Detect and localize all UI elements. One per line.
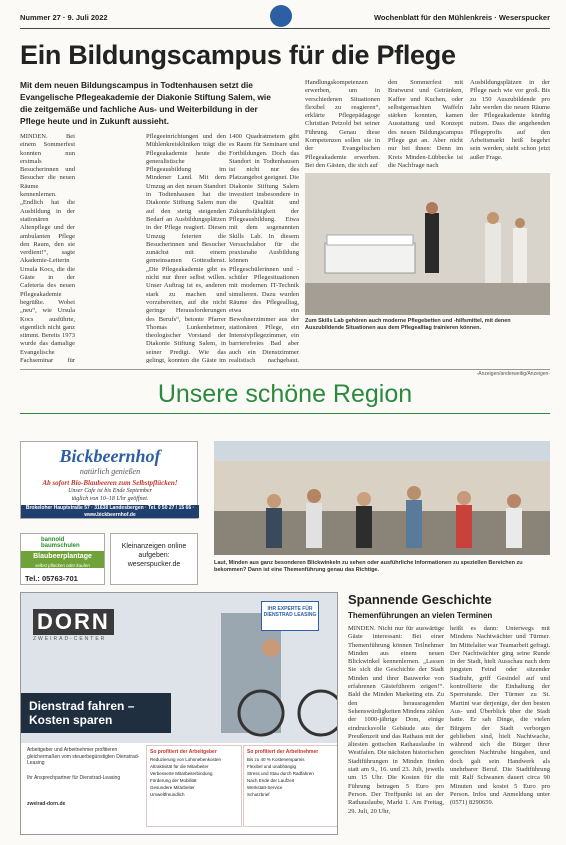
city-tour-photo	[214, 441, 550, 555]
list-item: Verbesserte Mitarbeiterbindung	[150, 771, 213, 776]
ad-brand: bannold baumschulen	[41, 537, 80, 549]
ad-badge: IHR EXPERTE FÜR DIENSTRAD LEASING	[261, 601, 319, 631]
section-title: Unsere schöne Region	[20, 380, 550, 414]
article-column-6: Ausbildungsplätzen in der Pflege nach wie vor groß. Bis zu 150 Auszubildende pro Jahr werden die neuen Räume der Pflegeakademie künftig nutzen. Dass die angehenden Pflegeprofis auf den Arbeitsmarkt heiß begehrt sein werden, steht schon jetzt außer Frage.	[470, 79, 550, 161]
ad-footer: Brokeloher Hauptstraße 57 · 31638 Landesbergen · Tel. 0 50 27 / 15 66 · www.bickbeernhof.de	[21, 505, 199, 518]
article-column-5: den Sommerfest mit Bratwurst und Getränken, Kaffee und Kuchen, oder selbstgemachten Waffeln stärken konnten, kamen Ausstattung und Konzept des neuen Bildungscampus Pflege gut an. Aber nicht nur bei ihnen: Denn im Kreis Minden-Lübbecke ist die Nachfrage nach	[388, 79, 463, 169]
ad-phone: Tel.: 05763-701	[25, 574, 78, 583]
ad-title: Blaubeerplantage	[21, 551, 104, 563]
list-item: Förderung der Mobilität	[150, 778, 197, 783]
publication-name: Wochenblatt für den Mühlenkreis · Weserspucker	[373, 13, 550, 22]
ad-hours: täglich von 10–18 Uhr geöffnet.	[71, 496, 149, 502]
article2-column-1: MINDEN. Nicht nur für auswärtige Gäste interessant: Bei einer Themenführung können Teilnehmer Minden aus einem neuen Blickwinkel kennenlernen. „Lassen Sie sich die Geschichte der Stadt Minden und ihrer Bauwerke von erfahrenen Gästeführern zeigen!“. Bald die Minden Marketing ein. Zu den herausragenden Sehenswürdigkeiten Mindens zählen der 1000-jährige Dom, einige eindrucksvolle Gebäude aus der Preußenzeit und das Rathaus mit der ältesten gotischen Rathauslaube in Westfalen. Die nächsten historischen Stadtführungen in Minden finden statt am 9., 16. und 23. Juli, jeweils um 15 Uhr. Die Kosten für die Führung betragen 5 Euro pro Person. Der Treffpunkt ist an der Rathauslaube, Markt 1. Am Freitag, 29. Juli, 20 Uhr,	[348, 625, 444, 815]
ad-left-text	[27, 747, 143, 808]
photo-caption-2: Laut, Minden aus ganz besonderen Blickwinkeln zu sehen oder ausführliche Informationen zu speziellen Bereichen zu bekommen? Dann ist eine Themenführung genau das Richtige.	[214, 560, 523, 573]
article-column-1: MINDEN. Bei einem Sommerfest konnten nun erstmals Besucherinnen und Besucher die neuen Räume kennenlernen. „Endlich hat die Ausbildung in der stationären Altenpflege und der ambulanten Pflege den Raum, den sie verdient!“, sagte Akademie-Leiterin Ursula Kocs, die die Gäste in der Cafeteria des neuen Pflegeakademie begrüßte. Wobei „neu“, wie Ursula Kocs ausführte, eigentlich nicht ganz stimmt. Bereits 1973 wurde das damalige Evangelische Fachseminar für	[20, 133, 75, 363]
arbeitgeber-list	[146, 745, 242, 827]
article-column-4: Handlungskompetenzen erwerben, um in verschiedenen Situationen flexibel zu reagieren“, erklärte Pflegepädagoge Christian Petzold bei seiner Führung. Genau diese Kompetenzen sollen sie in der Evangelischen Pflegeakademie erwerben. Bei den Gästen, die sich auf	[305, 79, 380, 169]
photo-caption-1: Zum Skills Lab gehören auch moderne Pflegebetten und -hilfsmittel, mit denen Auszubildende Situationen aus dem Pflegealltag trainieren können.	[305, 318, 511, 331]
ad-intro: Arbeitgeber und Arbeitnehmer profitieren gleichermaßen vom steuerbegünstigten Dienstrad-Leasing	[27, 747, 140, 766]
list-item: Bis zu 40 % Kostenersparnis	[247, 757, 305, 762]
article-lead: Mit dem neuen Bildungscampus in Todtenhausen setzt die Evangelische Pflegeakademie der Diakonie Stiftung Salem, wie die zeitgemäße und fachliche Aus- und Weiterbildung in der Pflege heute und in Zukunft aussieht.	[20, 80, 271, 126]
ad-cafe: Unser Cafe ist bis Ende September	[68, 488, 152, 494]
arbeitnehmer-list	[243, 745, 338, 827]
article2-subtitle: Themenführungen an vielen Terminen	[348, 611, 493, 620]
list-item: Gesundere Mitarbeiter	[150, 785, 195, 790]
ad-contact: Ihr Ansprechpartner für Dienstrad-Leasing	[27, 774, 121, 781]
list-item: Umweltfreundlich	[150, 792, 185, 797]
ad-logo: DORN	[33, 609, 114, 635]
list-item: Werkstatt-Service	[247, 785, 283, 790]
kleinanzeigen-ad[interactable]: Kleinanzeigen online aufgeben: weserspucker.de	[110, 533, 198, 585]
ad-label: -Anzeigen/anderweitig/Anzeigen-	[476, 371, 550, 377]
article-column-3: 1400 Quadratmetern gibt es Raum für Seminare und Fortbildungen. Doch das Standort in Todtenhausen ist nicht nur des Platzangebot geeignet. Die Diakonie Stiftung Salem investiert insbesondere in die Qualität und Zukunftsfähigkeit der Pflegeausbildung. Etwa mit dem sogenannten Skills Lab. In diesem Versuchslabor für die praxisnahe Ausbildung können Pflegeschülerinnen und -schüler Pflegesituationen mit modernen IT-Technik simulieren. Dazu wurden Räume des Pflegealltag, etwa ein Bewohnerzimmer aus der stationären Pflege, ein Intensivpflegezimmer, ein barrierefreies Bad aber auch ein Dienstzimmer realistisch nachgebaut.	[229, 133, 299, 363]
dorn-ad[interactable]	[20, 592, 338, 835]
ad-slogan: natürlich genießen	[79, 467, 141, 476]
ad-url[interactable]: zweirad-dorn.de	[27, 801, 66, 807]
list-item: Attraktivität für die Mitarbeiter	[150, 764, 209, 769]
list-item: Flexibel und unabhängig	[247, 764, 297, 769]
ad-offer: Ab sofort Bio-Blaubeeren zum Selbstpflücken!	[42, 479, 178, 487]
divider	[20, 369, 550, 370]
list-item: Stress und Stau durch Radfahren	[247, 771, 314, 776]
article-column-2: Pflegeeinrichtungen und den Mühlenkreiskliniken trägt die Pflegeakademie heute die generalistische Pflegeausbildung im Mindener Land. Mit dem Umzug an den neuen Standort in Todtenhausen hat die Diakonie Stiftung Salem nun auf den stetig steigenden Bedarf an Ausbildungsplätzen in der Pflege reagiert. Diesen Umzug feierten die Besucherinnen und Besucher zunächst mit einem gemeinsamen Gottesdienst. „Die Pflegeakademie gibt es nicht nur ihrer selbst willen. Unser Auftrag ist es, anderen stark zu machen und vorzubereiten, auf die nicht geringe Herausforderungen des Berufs“, betonte Pfarrer Thomas Lunkenheimer, theologischer Vorstand der Diakonie Stiftung Salem, in seiner Predigt. Wie das gelingt, konnten die Gäste im	[146, 133, 226, 363]
article2-title: Spannende Geschichte	[348, 592, 492, 607]
ad-subtitle: selbst pflücken oder kaufen	[21, 563, 104, 568]
list-item: Nach Ende der Laufzeit	[247, 778, 295, 783]
article-column-1b	[81, 133, 140, 363]
ad-title: Bickbeernhof	[59, 446, 161, 466]
article-headline: Ein Bildungscampus für die Pflege	[20, 40, 456, 70]
newspaper-logo-icon	[270, 5, 292, 27]
list-header: So profitiert der Arbeitgeber	[150, 749, 217, 755]
ad-band: Dienstrad fahren – Kosten sparen	[21, 693, 171, 733]
bickbeernhof-ad[interactable]	[20, 441, 198, 519]
list-header: So profitiert der Arbeitnehmer	[247, 749, 319, 755]
blaubeerplantage-ad[interactable]	[20, 533, 105, 585]
issue-info: Nummer 27 · 9. Juli 2022	[20, 13, 108, 22]
page-header	[20, 3, 550, 29]
skills-lab-photo	[305, 173, 550, 315]
list-item: Reduzierung von Lohnnebenkosten	[150, 757, 222, 762]
list-item: Schutzbrief	[247, 792, 270, 797]
ad-logo-sub: ZWEIRAD-CENTER	[33, 636, 107, 642]
article2-column-2: heißt es dann: Unterwegs mit Mindens Nachtwächter und Türmer. Im Mittelalter war Teamarbeit gefragt. Der Nachtwächter ging seine Runde in der Stadt, hielt Ausschau nach dem jungsten Feind oder sitzender Stadtuhr, griff Gesindel auf und kontrollierte die Einhaltung der Sperrstunde. Der Türmer zu St. Martini war derjenige, der den besten Aus- und Überblick über die Stadt hatte. Er sah Dinge, die vielen Bürgern der Stadt verborgen geblieben sind, hielt Nachtwache, während sich die Bürger ihrer gerechten Nachtruhe hingaben, und doch galt sein Handwerk als unehrbarer Beruf. Die Stadtführung mit Ralf Schwanen dauert circa 90 Minuten und kostet 5 Euro pro Person. Infos und Anmeldung unter (0571) 8290659.	[450, 625, 550, 807]
